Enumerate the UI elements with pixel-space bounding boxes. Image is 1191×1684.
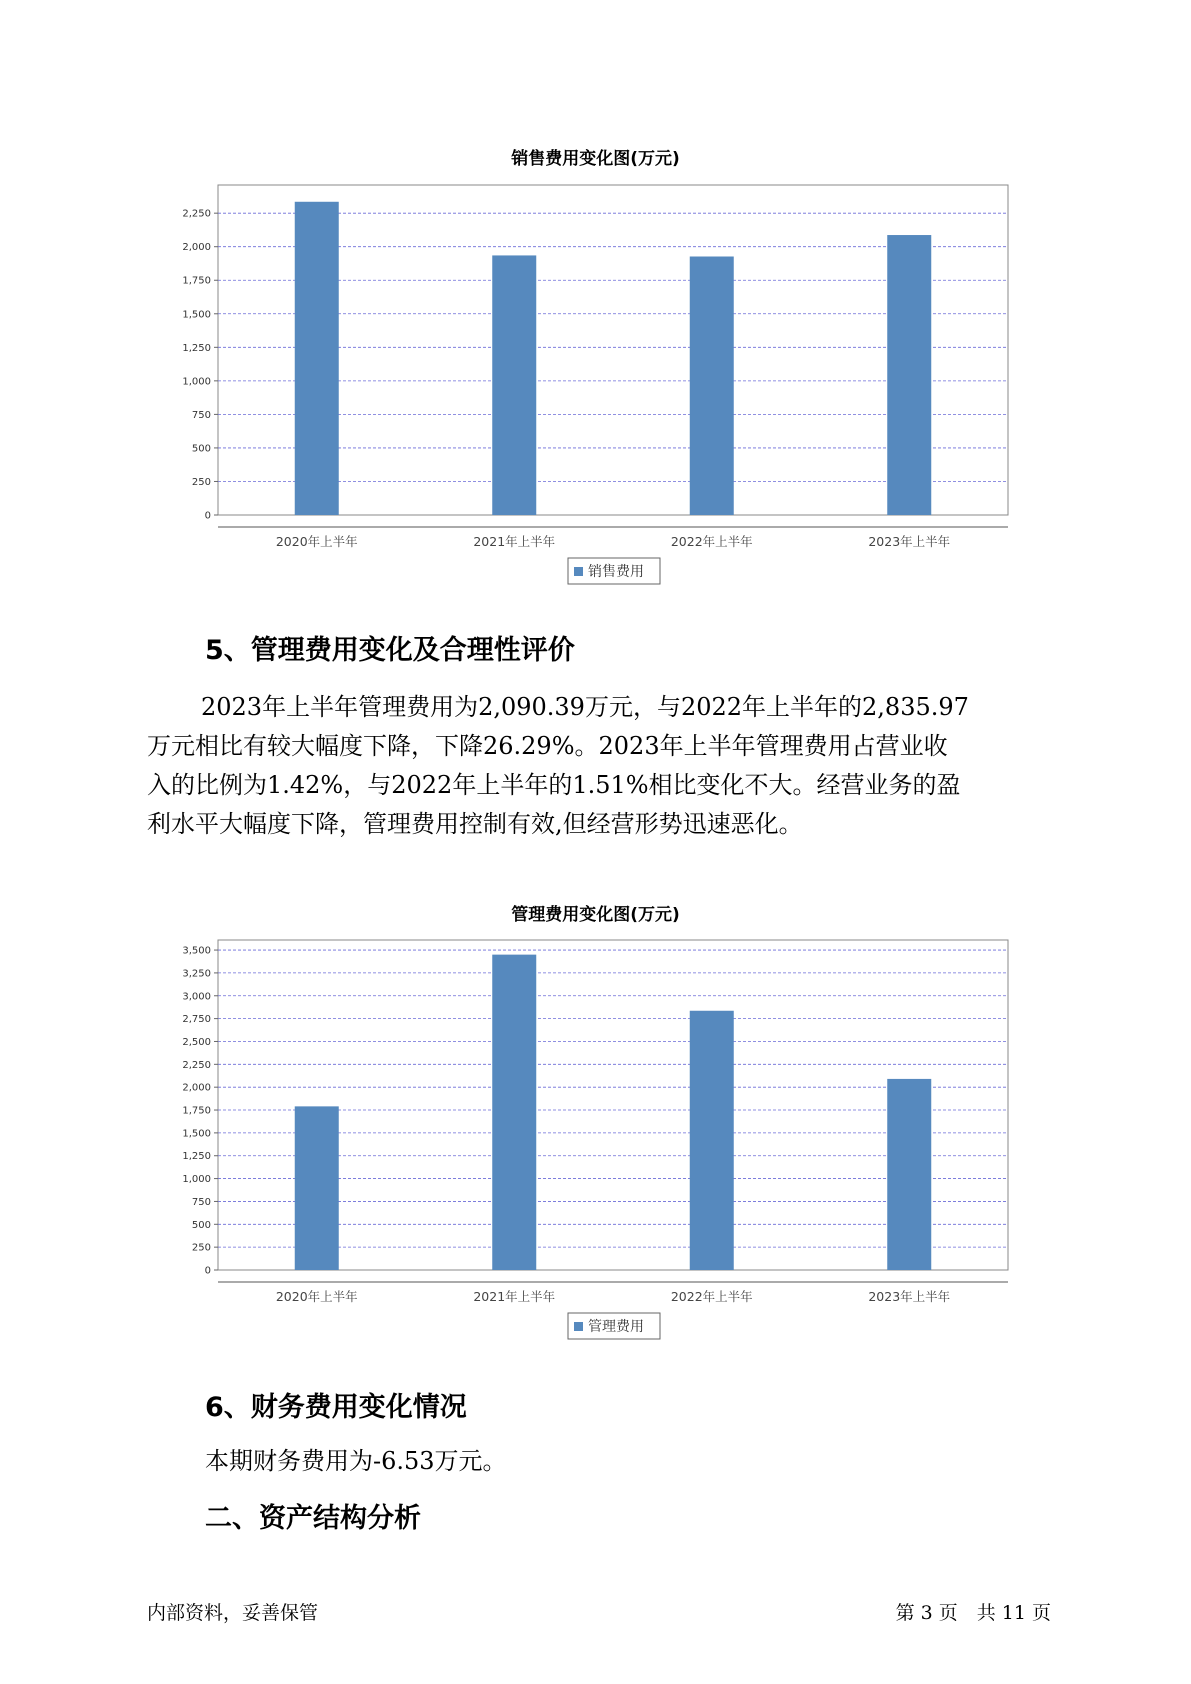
y-tick-label: 1,500: [182, 1128, 211, 1140]
footer-note: 内部资料，妥善保管: [147, 1602, 319, 1624]
y-tick-label: 2,000: [182, 1082, 211, 1094]
bar: [295, 202, 339, 515]
x-tick-label: 2020年上半年: [275, 1289, 358, 1304]
legend-swatch: [574, 567, 583, 576]
chart-title-sales: 销售费用变化图(万元): [511, 149, 680, 169]
y-tick-label: 1,000: [182, 376, 211, 388]
chart-title-admin: 管理费用变化图(万元): [511, 905, 680, 925]
y-tick-label: 3,250: [182, 968, 211, 980]
admin-expense-chart: [150, 935, 1020, 1355]
y-tick-label: 3,500: [182, 945, 211, 957]
y-tick-label: 2,250: [182, 208, 211, 220]
x-tick-label: 2022年上半年: [670, 1289, 753, 1304]
paragraph-line: 万元相比有较大幅度下降，下降26.29%。2023年上半年管理费用占营业收: [147, 732, 948, 760]
section-heading-5: 5、管理费用变化及合理性评价: [205, 635, 575, 666]
legend: [568, 558, 660, 584]
x-tick-label: 2023年上半年: [868, 1289, 951, 1304]
y-tick-label: 0: [204, 510, 211, 522]
sales-expense-chart: [150, 180, 1020, 600]
section5-paragraph: [147, 688, 1047, 844]
bar: [492, 255, 536, 515]
paragraph-line: 入的比例为1.42%，与2022年上半年的1.51%相比变化不大。经营业务的盈: [147, 771, 961, 799]
paragraph-line: 本期财务费用为-6.53万元。: [205, 1447, 507, 1475]
x-tick-label: 2021年上半年: [473, 1289, 556, 1304]
paragraph-line: 2023年上半年管理费用为2,090.39万元，与2022年上半年的2,835.97: [201, 693, 969, 721]
y-tick-label: 750: [191, 1196, 211, 1208]
bar: [492, 955, 536, 1270]
section6-paragraph: [205, 1442, 1105, 1481]
legend-label: 销售费用: [588, 564, 644, 580]
bar: [295, 1106, 339, 1270]
section-heading-2: 二、资产结构分析: [205, 1503, 421, 1534]
legend-swatch: [574, 1322, 583, 1331]
y-tick-label: 1,750: [182, 1105, 211, 1117]
y-tick-label: 250: [191, 476, 211, 488]
bar: [887, 235, 931, 515]
y-tick-label: 500: [191, 1219, 211, 1231]
x-tick-label: 2023年上半年: [868, 534, 951, 549]
bar: [887, 1079, 931, 1270]
y-tick-label: 2,500: [182, 1036, 211, 1048]
paragraph-line: 利水平大幅度下降，管理费用控制有效,但经营形势迅速恶化。: [147, 810, 803, 838]
y-tick-label: 2,250: [182, 1059, 211, 1071]
section-heading-6: 6、财务费用变化情况: [205, 1392, 467, 1423]
y-tick-label: 0: [204, 1265, 211, 1277]
bar: [690, 257, 734, 516]
bar: [690, 1011, 734, 1270]
legend: [568, 1313, 660, 1339]
y-tick-label: 1,250: [182, 342, 211, 354]
y-tick-label: 1,750: [182, 275, 211, 287]
y-tick-label: 250: [191, 1242, 211, 1254]
y-tick-label: 1,250: [182, 1151, 211, 1163]
y-tick-label: 1,500: [182, 309, 211, 321]
x-tick-label: 2021年上半年: [473, 534, 556, 549]
y-tick-label: 750: [191, 409, 211, 421]
legend-label: 管理费用: [588, 1319, 644, 1335]
y-tick-label: 2,750: [182, 1014, 211, 1026]
page-number: 第 3 页 共 11 页: [895, 1602, 1051, 1624]
y-tick-label: 2,000: [182, 242, 211, 254]
y-tick-label: 3,000: [182, 991, 211, 1003]
x-tick-label: 2022年上半年: [670, 534, 753, 549]
x-tick-label: 2020年上半年: [275, 534, 358, 549]
y-tick-label: 1,000: [182, 1174, 211, 1186]
y-tick-label: 500: [191, 443, 211, 455]
